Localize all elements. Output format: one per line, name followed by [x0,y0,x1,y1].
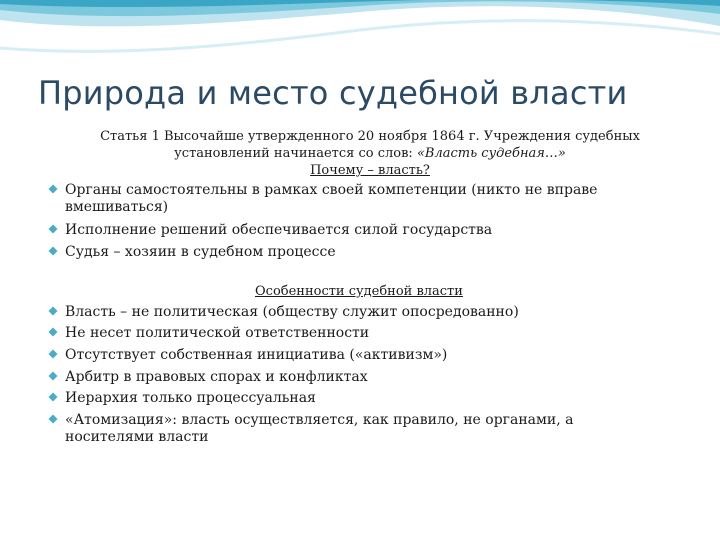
intro-line-1: Статья 1 Высочайше утвержденного 20 ноября 1864 г. Учреждения судебных [100,129,640,144]
intro-line-2 [60,145,680,162]
question-line: Почему – власть? [310,163,430,178]
bullet-icon [48,392,58,402]
list-item-text: Арбитр в правовых спорах и конфликтах [65,369,368,385]
list-item [48,182,628,216]
header-wave-decoration [0,0,720,80]
bullet-icon [48,414,58,424]
bullet-icon [48,349,58,359]
bullet-icon [48,371,58,381]
list-item [48,325,628,342]
features-subheading: Особенности судебной власти [255,284,463,299]
list-item [48,244,628,261]
list-item [48,369,628,386]
bullet-icon [48,184,58,194]
bullet-icon [48,327,58,337]
list-item-text: Не несет политической ответственности [65,325,370,341]
list-item [48,347,628,364]
list-item-text: Иерархия только процессуальная [65,390,316,406]
intro-line-2-text: установлений начинается со слов: [174,146,417,161]
list-item-text: «Атомизация»: власть осуществляется, как правило, не органами, а носителями власти [65,412,574,445]
list-item [48,304,628,321]
slide-title: Природа и место судебной власти [38,74,628,112]
list-item-text: Органы самостоятельны в рамках своей компетенции (никто не вправе вмешиваться) [65,182,598,215]
list-item-text: Исполнение решений обеспечивается силой государства [65,222,493,238]
intro-quote: «Власть судебная…» [416,146,566,161]
list-item-text: Отсутствует собственная инициатива («активизм») [65,347,448,363]
bullet-icon [48,306,58,316]
list-item-text: Власть – не политическая (обществу служит опосредованно) [65,304,519,320]
list-item [48,390,628,407]
list-item [48,412,628,446]
bullet-icon [48,224,58,234]
bullet-icon [48,246,58,256]
intro-paragraph [60,128,680,179]
list-item-text: Судья – хозяин в судебном процессе [65,244,336,260]
list-item [48,222,628,239]
